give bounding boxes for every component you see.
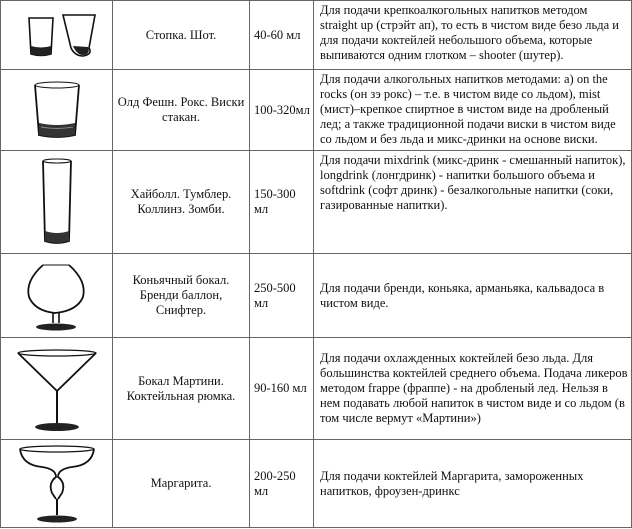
table-row (1, 440, 632, 528)
brandy-snifter-icon (17, 259, 97, 333)
glass-description: Для подачи бренди, коньяка, арманьяка, кальвадоса в чистом виде. (314, 254, 632, 338)
image-cell (1, 1, 113, 70)
glass-name: Стопка. Шот. (113, 1, 250, 70)
glass-description: Для подачи mixdrink (микс-дринк - смешанный напиток), longdrink (лонгдринк) - напитки большого объема и softdrink (софт дринк) - безалкогольные напитки (соки, газированные напитки). (314, 151, 632, 254)
glass-description: Для подачи охлажденных коктейлей безо льда. Для большинства коктейлей среднего объема. Подача ликеров методом frappe (фраппе) - на дробленый лед. Нельзя в нем подавать любой напиток в чистом виде и со льдом (в том числе вермут «Мартини») (314, 338, 632, 440)
table-row (1, 151, 632, 254)
image-cell (1, 151, 113, 254)
glass-volume: 150-300 мл (250, 151, 314, 254)
glass-name: Олд Фешн. Рокс. Виски стакан. (113, 70, 250, 151)
glass-description: Для подачи крепкоалкогольных напитков методом straight up (стрэйт ап), то есть в чистом виде безо льда и для подачи коктейлей небольшого объема, которые выпиваются одним глотком – shooter (шутер). (314, 1, 632, 70)
image-cell (1, 254, 113, 338)
glass-description: Для подачи коктейлей Маргарита, замороженных напитков, фроузен-дринкс (314, 440, 632, 528)
glass-name: Бокал Мартини. Коктейльная рюмка. (113, 338, 250, 440)
glass-volume: 40-60 мл (250, 1, 314, 70)
glass-volume: 200-250 мл (250, 440, 314, 528)
table-row (1, 338, 632, 440)
glass-name: Хайболл. Тумблер. Коллинз. Зомби. (113, 151, 250, 254)
table-row (1, 1, 632, 70)
image-cell (1, 70, 113, 151)
table-row (1, 254, 632, 338)
glass-name: Маргарита. (113, 440, 250, 528)
image-cell (1, 440, 113, 528)
martini-glass-icon (12, 343, 102, 435)
glass-volume: 250-500 мл (250, 254, 314, 338)
margarita-glass-icon (12, 443, 102, 525)
glass-description: Для подачи алкогольных напитков методами: a) on the rocks (он зэ рокс) – т.е. в чистом виде со льдом), mist (мист)–крепкое спиртное в чистом виде на дробленый лед; а также традиционной подачи виски в чистом виде со льдом и без льда и микс-дринки на основе виски. (314, 70, 632, 151)
glass-volume: 100-320мл (250, 70, 314, 151)
rocks-glass-icon (17, 77, 97, 143)
table-row (1, 70, 632, 151)
image-cell (1, 338, 113, 440)
glass-volume: 90-160 мл (250, 338, 314, 440)
highball-glass-icon (17, 155, 97, 249)
shot-glass-icon (17, 10, 97, 60)
glass-name: Коньячный бокал. Бренди баллон, Снифтер. (113, 254, 250, 338)
